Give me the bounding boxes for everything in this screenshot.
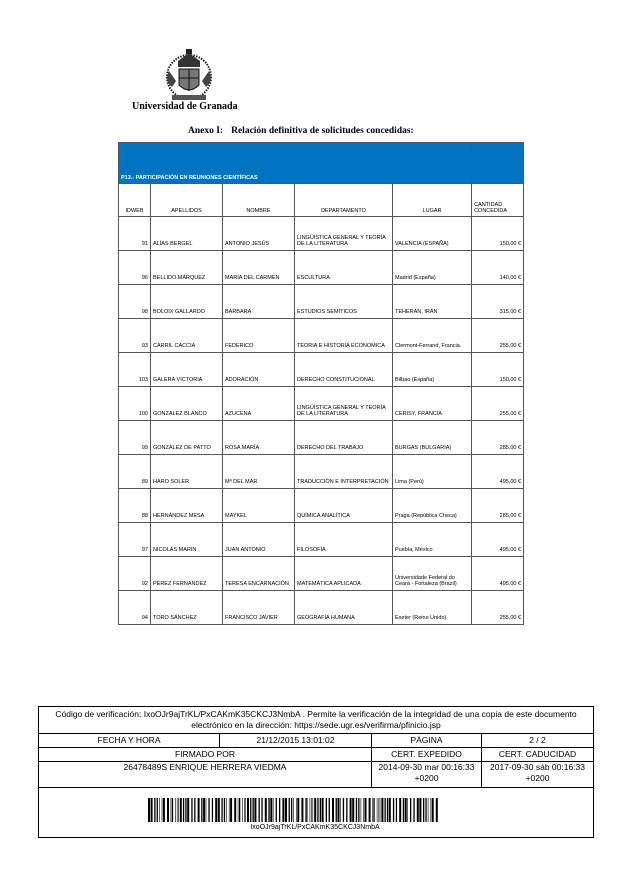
barcode-bar (215, 798, 217, 822)
barcode-bar (387, 798, 388, 822)
barcode-bar (247, 798, 249, 822)
barcode-bar (178, 798, 179, 822)
barcode-bar (157, 798, 158, 822)
barcode-bar (291, 798, 292, 822)
row-nombre: TERESA ENCARNACIÓN (223, 557, 295, 591)
barcode-bar (306, 798, 307, 822)
firmante-name: 26478489S ENRIQUE HERRERA VIEDMA (39, 761, 372, 787)
row-cantidad: 150,00 € (472, 217, 524, 251)
barcode-bar (183, 798, 184, 822)
row-departamento: DERECHO CONSTITUCIONAL (295, 353, 393, 387)
row-nombre: ADORACIÓN (223, 353, 295, 387)
barcode-bar (407, 798, 408, 822)
firmado-row (39, 747, 593, 762)
row-departamento: LINGÜÍSTICA GENERAL Y TEORÍA DE LA LITERATURA (295, 387, 393, 421)
row-cantidad: 495,00 € (472, 523, 524, 557)
row-idweb: 98 (119, 285, 151, 319)
row-lugar: Exeter (Reino Unido) (393, 591, 472, 625)
barcode-bar (338, 798, 340, 822)
barcode-bar (340, 798, 341, 822)
barcode-bar (289, 798, 290, 822)
barcode-bar (224, 798, 225, 822)
barcode-bar (358, 798, 359, 822)
row-idweb: 103 (119, 353, 151, 387)
barcode-bar (208, 798, 209, 822)
row-departamento: TRADUCCIÓN E INTERPRETACIÓN (295, 455, 393, 489)
barcode-bar (253, 798, 254, 822)
row-idweb: 99 (119, 421, 151, 455)
barcode-bar (201, 798, 202, 822)
row-nombre: BÁRBARA (223, 285, 295, 319)
row-nombre: MARÍA DEL CARMEN (223, 251, 295, 285)
row-nombre: FEDERICO (223, 319, 295, 353)
barcode-bar (361, 798, 362, 822)
row-cantidad: 255,00 € (472, 591, 524, 625)
barcode-bar (242, 798, 243, 822)
row-departamento: GEOGRAFÍA HUMANA (295, 591, 393, 625)
row-idweb: 89 (119, 455, 151, 489)
barcode-bar (428, 798, 429, 822)
row-nombre: AZUCENA (223, 387, 295, 421)
barcode-bar (396, 798, 397, 822)
fecha-label: FECHA Y HORA (39, 733, 220, 747)
row-cantidad: 495,00 € (472, 557, 524, 591)
barcode-bar (282, 798, 284, 822)
caducidad-label: CERT. CADUCIDAD (498, 749, 577, 759)
row-apellidos: PÉREZ FERNÁNDEZ (151, 557, 223, 591)
row-nombre: ANTONIO JESÚS (223, 217, 295, 251)
barcode-bar (310, 798, 311, 822)
barcode-bar (167, 798, 169, 822)
pagina-value: 2 / 2 (529, 735, 546, 745)
barcode-bar (350, 798, 352, 822)
barcode-bar (365, 798, 367, 822)
barcode-bar (399, 798, 401, 822)
barcode-bar (410, 798, 411, 822)
row-departamento: ESTUDIOS SEMÍTICOS (295, 285, 393, 319)
barcode-bar (329, 798, 330, 822)
barcode-bar (250, 798, 251, 822)
table-row (119, 523, 524, 557)
barcode-bar (380, 798, 381, 822)
row-departamento: FILOSOFÍA (295, 523, 393, 557)
row-cantidad: 140,00 € (472, 251, 524, 285)
barcode-bar (296, 798, 297, 822)
column-header: IDWEB (119, 184, 151, 217)
barcode-bar (413, 798, 414, 822)
row-lugar: Praga (República Checa) (393, 489, 472, 523)
row-departamento: LINGÜÍSTICA GENERAL Y TEORÍA DE LA LITERATURA (295, 217, 393, 251)
barcode-bar (226, 798, 227, 822)
barcode-bar (385, 798, 386, 822)
barcode-bar (180, 798, 182, 822)
barcode-bar (206, 798, 207, 822)
barcode-bar (436, 798, 438, 822)
row-departamento: MATEMÁTICA APLICADA (295, 557, 393, 591)
barcode-bar (194, 798, 195, 822)
row-idweb: 92 (119, 557, 151, 591)
row-apellidos: HERNÁNDEZ MESA (151, 489, 223, 523)
row-nombre: Mª DEL MAR (223, 455, 295, 489)
firmado-label: FIRMADO POR (39, 747, 372, 761)
barcode-bar (234, 798, 236, 822)
section-title: P13.- PARTICIPACIÓN EN REUNIONES CIENTÍFICAS (119, 143, 472, 184)
column-header: LUGAR (393, 184, 472, 217)
barcode-bar (238, 798, 239, 822)
row-lugar: Clermont-Ferrand, Francia. (393, 319, 472, 353)
fecha-value: 21/12/2015 13:01:02 (220, 733, 372, 747)
barcode-bar (322, 798, 324, 822)
row-lugar: Lima (Perú) (393, 455, 472, 489)
barcode-bar (203, 798, 205, 822)
row-idweb: 97 (119, 523, 151, 557)
barcode-bar (423, 798, 424, 822)
row-nombre: FRANCISCO JAVIER (223, 591, 295, 625)
row-lugar: Madrid (España) (393, 251, 472, 285)
fecha-pagina-row (39, 733, 593, 748)
row-cantidad: 150,00 € (472, 353, 524, 387)
barcode-bar (326, 798, 327, 822)
barcode-bar (393, 798, 394, 822)
row-apellidos: BOLOIX GALLARDO (151, 285, 223, 319)
row-idweb: 93 (119, 319, 151, 353)
barcode-bar (175, 798, 176, 822)
barcode-bar (332, 798, 334, 822)
barcode-bar (301, 798, 303, 822)
barcode-bar (293, 798, 294, 822)
barcode-bar (185, 798, 186, 822)
barcode-bar (261, 798, 262, 822)
barcode-bar (373, 798, 374, 822)
expedido-label: CERT. EXPEDIDO (372, 747, 482, 761)
barcode-bar (352, 798, 354, 822)
row-cantidad: 255,00 € (472, 387, 524, 421)
barcode-bar (172, 798, 173, 822)
row-cantidad: 285,00 € (472, 489, 524, 523)
table-row (119, 455, 524, 489)
barcode-bar (259, 798, 260, 822)
barcode-bar (305, 798, 306, 822)
table-row (119, 557, 524, 591)
row-idweb: 96 (119, 251, 151, 285)
row-apellidos: GONZÁLEZ DE PATTO (151, 421, 223, 455)
barcode-bar (151, 798, 153, 822)
row-cantidad: 315,00 € (472, 285, 524, 319)
barcode-bar (317, 798, 318, 822)
barcode-bar (212, 798, 213, 822)
barcode-bar (417, 798, 419, 822)
barcode-bar (273, 798, 274, 822)
grant-rows (119, 217, 524, 625)
row-lugar: Universidade Federal do Ceará - Fortaleza (Brazil) (393, 557, 472, 591)
barcode-bar (314, 798, 316, 822)
barcode-bar (336, 798, 337, 822)
row-idweb: 88 (119, 489, 151, 523)
barcode-bar (198, 798, 200, 822)
verification-barcode (148, 798, 438, 822)
barcode-bar (276, 798, 277, 822)
table-row (119, 387, 524, 421)
table-row (119, 319, 524, 353)
barcode-bar (431, 798, 432, 822)
barcode-bar (229, 798, 230, 822)
row-departamento: ESCULTURA (295, 251, 393, 285)
row-idweb: 100 (119, 387, 151, 421)
row-lugar: Puebla, México (393, 523, 472, 557)
row-apellidos: TORO SÁNCHEZ (151, 591, 223, 625)
verification-code-row (39, 707, 593, 734)
barcode-bar (177, 798, 178, 822)
barcode-bar (311, 798, 312, 822)
table-row (119, 285, 524, 319)
annex-heading (188, 126, 414, 136)
row-departamento: QUÍMICA ANALÍTICA (295, 489, 393, 523)
row-lugar: TEHERÁN, IRÁN (393, 285, 472, 319)
table-header-row (119, 184, 524, 217)
barcode-bar (187, 798, 189, 822)
row-apellidos: NICOLÁS MARIN (151, 523, 223, 557)
barcode-bar (425, 798, 426, 822)
barcode-bar (381, 798, 383, 822)
row-apellidos: GONZALEZ BLANCO (151, 387, 223, 421)
row-lugar: BURGAS (BULGARIA) (393, 421, 472, 455)
table-row (119, 421, 524, 455)
row-lugar: VALENCIA (ESPAÑA) (393, 217, 472, 251)
row-cantidad: 495,00 € (472, 455, 524, 489)
barcode-bar (270, 798, 272, 822)
barcode-bar (405, 798, 407, 822)
table-row (119, 489, 524, 523)
column-header: APELLIDOS (151, 184, 223, 217)
expedido-value: 2014-09-30 mar 00:16:33 +0200 (372, 761, 482, 787)
annex-title: Relación definitiva de solicitudes concedidas: (231, 126, 414, 136)
section-band-edge (472, 143, 524, 184)
barcode-bar (230, 798, 232, 822)
barcode-bar (346, 798, 347, 822)
barcode-bar (285, 798, 287, 822)
barcode-bar (313, 798, 314, 822)
barcode-bar (320, 798, 321, 822)
barcode-bar (239, 798, 240, 822)
barcode-bar (191, 798, 192, 822)
barcode-bar (159, 798, 160, 822)
barcode-bar (245, 798, 246, 822)
table-row (119, 591, 524, 625)
barcode-bar (244, 798, 245, 822)
barcode-bar (265, 798, 267, 822)
barcode-bar (377, 798, 378, 822)
barcode-bar (148, 798, 150, 822)
row-apellidos: CARRIL CACCIA (151, 319, 223, 353)
institution-name: Universidad de Granada (132, 101, 238, 112)
barcode-bar (343, 798, 344, 822)
row-apellidos: BELLIDO MÁRQUEZ (151, 251, 223, 285)
row-apellidos: HARO SOLER (151, 455, 223, 489)
table-row (119, 251, 524, 285)
firmante-row (39, 761, 593, 788)
university-crest-logo (164, 47, 214, 103)
barcode-bar (389, 798, 391, 822)
barcode-bar (356, 798, 357, 822)
grants-table (118, 142, 524, 625)
verification-code-text: Código de verificación: IxoOJr9ajTrKL/PxCAKmK35CKCJ3NmbA . Permite la verificación de la integridad de una copia de este documento electrónico en la dirección: https://sede.ugr.es/verifirma/pfinicio.jsp (55, 709, 577, 730)
row-nombre: MAYKEL (223, 489, 295, 523)
barcode-bar (154, 798, 155, 822)
barcode-bar (163, 798, 165, 822)
barcode-bar (162, 798, 163, 822)
row-apellidos: ALÍAS BERGEL (151, 217, 223, 251)
column-header: DEPARTAMENTO (295, 184, 393, 217)
column-header: NOMBRE (223, 184, 295, 217)
row-idweb: 91 (119, 217, 151, 251)
table-row (119, 353, 524, 387)
row-idweb: 94 (119, 591, 151, 625)
section-band (119, 143, 524, 184)
row-departamento: TEORIA E HISTORIA ECONOMICA (295, 319, 393, 353)
row-lugar: CERISY, FRANCIA (393, 387, 472, 421)
barcode-bar (268, 798, 269, 822)
row-nombre: ROSA MARÍA (223, 421, 295, 455)
barcode-bar (254, 798, 256, 822)
caducidad-value: 2017-09-30 sáb 00:16:33 +0200 (490, 762, 585, 783)
row-cantidad: 285,00 € (472, 421, 524, 455)
barcode-bar (372, 798, 373, 822)
barcode-bar (221, 798, 222, 822)
pagina-label: PÁGINA (372, 733, 482, 747)
annex-label: Anexo I: (188, 126, 224, 136)
barcode-bar (432, 798, 434, 822)
column-header: CANTIDAD CONCEDIDA (472, 184, 524, 217)
barcode-bar (218, 798, 220, 822)
table-row (119, 217, 524, 251)
barcode-bar (363, 798, 364, 822)
row-lugar: Bilbao (España) (393, 353, 472, 387)
row-apellidos: GALERA VICTORIA (151, 353, 223, 387)
barcode-bar (419, 798, 421, 822)
barcode-bar (297, 798, 299, 822)
row-nombre: JUAN ANTONIO (223, 523, 295, 557)
row-departamento: DERECHO DEL TRABAJO (295, 421, 393, 455)
barcode-bar (379, 798, 380, 822)
barcode-bar (403, 798, 404, 822)
barcode-bar (369, 798, 371, 822)
barcode-bar (171, 798, 172, 822)
barcode-bar (279, 798, 280, 822)
row-cantidad: 255,00 € (472, 319, 524, 353)
barcode-code-text: IxoOJr9ajTrKL/PxCAKmK35CKCJ3NmbA (250, 824, 380, 831)
